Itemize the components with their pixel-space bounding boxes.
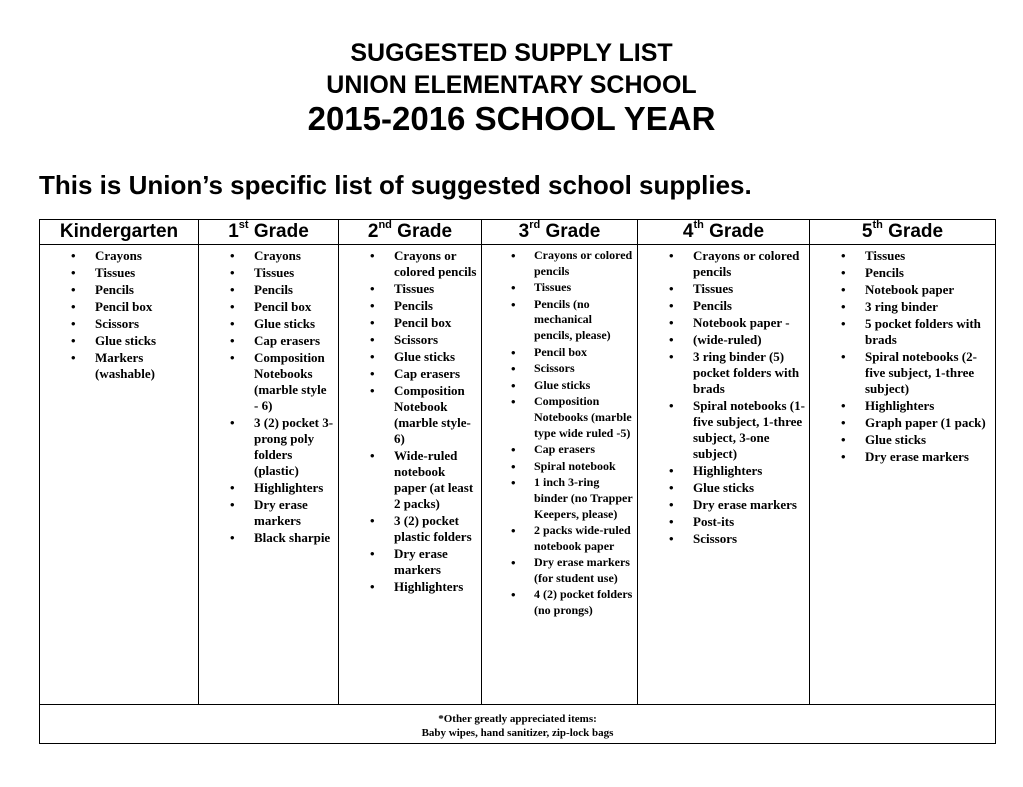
supply-item: • Highlighters — [199, 480, 334, 496]
subtitle: This is Union’s specific list of suggested school supplies. — [39, 170, 752, 200]
supply-item: • Markers (washable) — [40, 350, 194, 382]
grade-ordinal: nd — [378, 218, 392, 231]
supply-item: • Cap erasers — [199, 333, 334, 349]
column-title: Kindergarten — [59, 221, 179, 242]
grade-number: 2 — [367, 221, 379, 242]
grade-label: Grade — [540, 221, 601, 242]
supply-item: • 3 (2) pocket plastic folders — [339, 513, 477, 545]
grade-ordinal: rd — [529, 218, 541, 231]
supply-item: • 4 (2) pocket folders (no prongs) — [482, 587, 633, 618]
column-grade-3 — [481, 220, 637, 704]
supply-list-grade-5 — [810, 245, 995, 465]
grade-ordinal: st — [238, 218, 249, 231]
supply-item: • Pencils — [199, 282, 334, 298]
supply-item: • Highlighters — [638, 463, 805, 479]
supply-item: • Dry erase markers — [638, 497, 805, 513]
supply-item: • Cap erasers — [339, 366, 477, 382]
supply-item: • Tissues — [199, 265, 334, 281]
grade-number: 1 — [228, 221, 239, 242]
column-header-grade-2 — [339, 220, 481, 245]
supply-item: • Tissues — [40, 265, 194, 281]
supply-item: • 1 inch 3-ring binder (no Trapper Keepers, please) — [482, 475, 633, 522]
supply-item: • Scissors — [482, 361, 633, 377]
supply-item: • Black sharpie — [199, 530, 334, 546]
supply-item: • Composition Notebooks (marble style - 6) — [199, 350, 334, 414]
column-header-grade-3 — [482, 220, 637, 245]
supply-item: • Spiral notebooks (2-five subject, 1-three subject) — [810, 349, 991, 397]
grade-label: Grade — [248, 221, 309, 242]
supply-item: • Pencil box — [482, 345, 633, 361]
column-grade-5 — [809, 220, 995, 704]
other-items-footer — [40, 704, 995, 743]
supply-item: • Dry erase markers — [810, 449, 991, 465]
supply-item: • Notebook paper - — [638, 315, 805, 331]
supply-item: • Pencils — [40, 282, 194, 298]
supply-item: • Dry erase markers (for student use) — [482, 555, 633, 586]
grade-number: 3 — [518, 221, 530, 242]
grade-label: Grade — [882, 221, 944, 242]
supply-list-grade-1 — [199, 245, 338, 546]
grade-ordinal: th — [693, 218, 704, 231]
supply-item: • 3 ring binder — [810, 299, 991, 315]
supply-list-grade-2 — [339, 245, 481, 595]
supply-item: • Pencils — [339, 298, 477, 314]
supply-list-kindergarten — [40, 245, 198, 382]
column-header-grade-4 — [638, 220, 809, 245]
supply-item: • 3 ring binder (5) pocket folders with brads — [638, 349, 805, 397]
supply-item: • Glue sticks — [482, 378, 633, 394]
grade-label: Grade — [391, 221, 453, 242]
supply-item: • Glue sticks — [199, 316, 334, 332]
supply-item: • Spiral notebooks (1-five subject, 1-three subject, 3-one subject) — [638, 398, 805, 462]
supply-item: • (wide-ruled) — [638, 332, 805, 348]
supply-item: • Graph paper (1 pack) — [810, 415, 991, 431]
supply-item: • Tissues — [638, 281, 805, 297]
supply-item: • Pencil box — [40, 299, 194, 315]
column-header-kindergarten — [40, 220, 198, 245]
supply-item: • Pencil box — [199, 299, 334, 315]
supply-item: • Notebook paper — [810, 282, 991, 298]
other-items-list: Baby wipes, hand sanitizer, zip-lock bags — [421, 727, 614, 739]
supply-item: • Post-its — [638, 514, 805, 530]
column-header-grade-5 — [810, 220, 995, 245]
supply-item: • Cap erasers — [482, 442, 633, 458]
supply-item: • Pencil box — [339, 315, 477, 331]
title-school-name: UNION ELEMENTARY SCHOOL — [326, 71, 697, 99]
supply-item: • Crayons or colored pencils — [339, 248, 477, 280]
supply-item: • Pencils — [810, 265, 991, 281]
supply-item: • Highlighters — [810, 398, 991, 414]
column-grade-4 — [637, 220, 809, 704]
supply-item: • Pencils (no mechanical pencils, please) — [482, 297, 633, 344]
supply-item: • Spiral notebook — [482, 459, 633, 475]
supply-item: • Glue sticks — [638, 480, 805, 496]
supply-item: • Scissors — [339, 332, 477, 348]
supply-item: • 2 packs wide-ruled notebook paper — [482, 523, 633, 554]
supply-item: • Glue sticks — [40, 333, 194, 349]
supply-item: • Tissues — [339, 281, 477, 297]
supply-item: • Scissors — [638, 531, 805, 547]
column-grade-1 — [198, 220, 338, 704]
title-supply-list: SUGGESTED SUPPLY LIST — [350, 39, 673, 67]
supply-list-grade-4 — [638, 245, 809, 547]
grade-label: Grade — [703, 221, 765, 242]
supply-item: • Dry erase markers — [339, 546, 477, 578]
supply-list-grade-3 — [482, 245, 637, 619]
supply-item: • Crayons or colored pencils — [638, 248, 805, 280]
supply-item: • Crayons — [199, 248, 334, 264]
grade-number: 5 — [861, 221, 873, 242]
column-grade-2 — [338, 220, 481, 704]
supply-table — [39, 219, 996, 744]
supply-item: • Scissors — [40, 316, 194, 332]
supply-item: • Highlighters — [339, 579, 477, 595]
grade-ordinal: th — [872, 218, 883, 231]
column-kindergarten — [40, 220, 198, 704]
supply-item: • Crayons or colored pencils — [482, 248, 633, 279]
supply-item: • Glue sticks — [339, 349, 477, 365]
supply-item: • Pencils — [638, 298, 805, 314]
supply-item: • Dry erase markers — [199, 497, 334, 529]
supply-item: • 5 pocket folders with brads — [810, 316, 991, 348]
supply-item: • Composition Notebook (marble style-6) — [339, 383, 477, 447]
supply-item: • Wide-ruled notebook paper (at least 2 packs) — [339, 448, 477, 512]
column-header-grade-1 — [199, 220, 338, 245]
grade-number: 4 — [682, 221, 694, 242]
supply-item: • Tissues — [482, 280, 633, 296]
title-school-year: 2015-2016 SCHOOL YEAR — [307, 100, 716, 137]
supply-item: • Glue sticks — [810, 432, 991, 448]
supply-item: • Composition Notebooks (marble type wide ruled -5) — [482, 394, 633, 441]
other-items-heading: *Other greatly appreciated items: — [438, 713, 597, 725]
supply-item: • Crayons — [40, 248, 194, 264]
supply-item: • 3 (2) pocket 3-prong poly folders (plastic) — [199, 415, 334, 479]
supply-item: • Tissues — [810, 248, 991, 264]
